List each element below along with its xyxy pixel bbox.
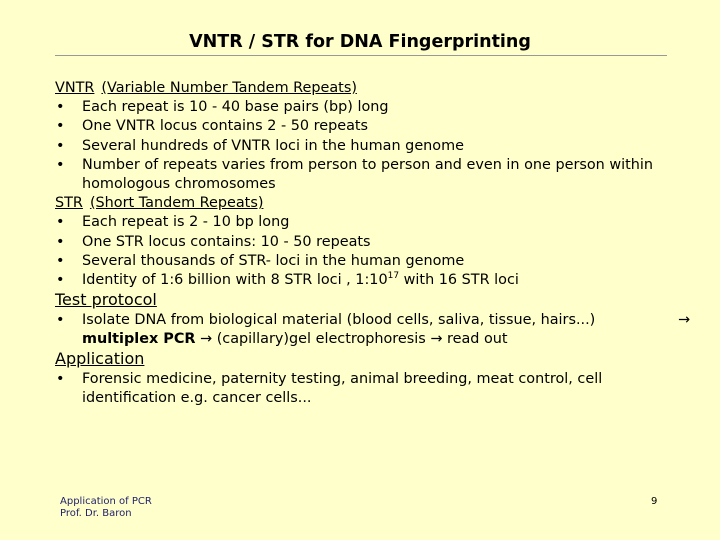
bullet-text: Each repeat is 10 - 40 base pairs (bp) long [82,99,389,116]
application-heading: Application [55,349,145,369]
bullet-icon: • [56,156,65,173]
bullet-icon: • [56,370,65,387]
page-number: 9 [651,496,658,507]
list-item [55,117,695,136]
vntr-name: VNTR [55,80,95,96]
test-protocol-heading: Test protocol [55,290,157,310]
bullet-icon: • [56,137,65,154]
bullet-text: Number of repeats varies from person to person and even in one person within homologous chromosomes [82,156,654,193]
list-item [55,252,695,271]
slide-title: VNTR / STR for DNA Fingerprinting [189,32,531,52]
arrow-icon: → [200,330,213,347]
bullet-icon: • [56,118,65,135]
bullet-icon: • [56,272,65,289]
protocol-electrophoresis: (capillary)gel electrophoresis [216,330,426,347]
vntr-bullet-list [55,98,695,194]
list-item [55,311,695,349]
vntr-description: (Variable Number Tandem Repeats) [101,80,357,96]
slide-content [55,79,695,408]
list-item [55,137,695,156]
bullet-text: Several thousands of STR- loci in the human genome [82,252,465,269]
footer-credit [60,496,152,520]
application-list [55,370,695,408]
bullet-text: Forensic medicine, paternity testing, animal breeding, meat control, cell identification e.g. cancer cells... [82,370,603,406]
vntr-heading [55,79,695,98]
arrow-icon: → [678,311,691,328]
list-item [55,233,695,252]
protocol-step-isolate: Isolate DNA from biological material (blood cells, saliva, tissue, hairs...) [82,311,596,328]
protocol-readout: read out [446,330,508,347]
footer-line-1: Application of PCR [60,496,152,507]
list-item [55,98,695,117]
bullet-icon: • [56,214,65,231]
bullet-icon: • [56,233,65,250]
title-divider [55,55,667,56]
bullet-text: One STR locus contains: 10 - 50 repeats [82,233,371,250]
bullet-icon: • [56,311,65,328]
list-item [55,213,695,232]
bullet-text: One VNTR locus contains 2 - 50 repeats [82,118,369,135]
bullet-icon: • [56,99,65,116]
bullet-text: Each repeat is 2 - 10 bp long [82,214,290,231]
identity-suffix: with 16 STR loci [399,272,519,289]
footer-line-2: Prof. Dr. Baron [60,508,132,519]
arrow-icon: → [430,330,443,347]
bullet-text: Several hundreds of VNTR loci in the human genome [82,137,464,154]
identity-prefix: Identity of 1:6 billion with 8 STR loci , 1:10 [82,272,388,289]
bullet-icon: • [56,252,65,269]
identity-exponent: 17 [387,271,400,282]
list-item [55,271,695,290]
list-item [55,370,695,408]
str-description: (Short Tandem Repeats) [89,195,264,212]
list-item [55,156,695,194]
protocol-multiplex-pcr: multiplex PCR [82,330,196,347]
str-name: STR [55,195,83,212]
str-bullet-list [55,213,695,290]
str-heading [55,194,695,213]
test-protocol-list [55,311,695,349]
